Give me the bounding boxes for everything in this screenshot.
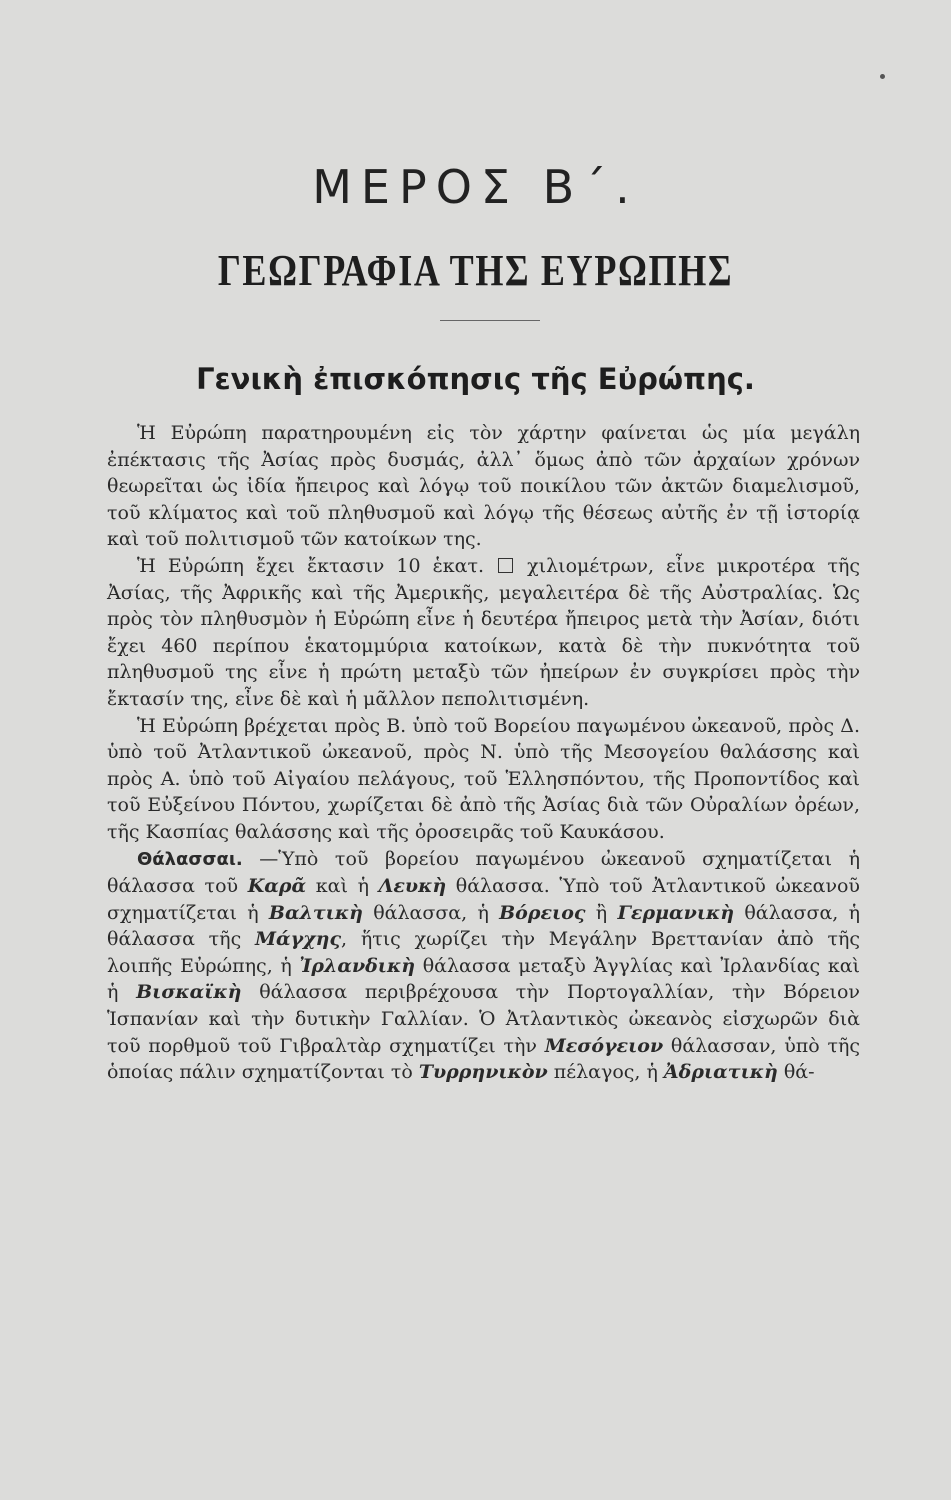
body-text [107,420,860,1086]
sea-name: Καρᾶ [247,875,307,898]
sea-name: Τυρρηνικὸν [418,1061,548,1084]
sea-name: Ἰρλανδικὴ [299,954,416,977]
seas-text: θάλασσα περιβρέχουσα τὴν Πορτογαλλίαν, τὴν Βόρειον Ἱσπανίαν καὶ τὴν δυτικὴν Γαλλίαν. Ὁ Ἀτλαντικὸς ὠκεανὸς εἰσχωρῶν διὰ τοῦ πορθμοῦ τοῦ Γιβραλτὰρ σχηματίζει τὴν [107,981,860,1057]
seas-text: θάλασσα, ἡ θάλασσα τῆς [107,901,860,951]
paragraph-area [107,553,860,713]
sea-name: Βαλτικὴ [268,901,363,924]
seas-text: θάλασσα, ἡ [362,901,500,924]
sea-name: Λευκὴ [378,875,447,898]
part-title: ΜΕΡΟΣ Β΄. [312,160,639,214]
section-heading: Γενικὴ ἐπισκόπησις τῆς Εὐρώπης. [196,362,755,396]
sea-name: Μεσόγειον [544,1034,664,1057]
main-heading: ΓΕΩΓΡΑΦΙΑ ΤΗΣ ΕΥΡΩΠΗΣ [217,246,734,295]
seas-text: θάλασσαν, ὑπὸ τῆς ὁποίας πάλιν σχηματίζονται τὸ [107,1034,860,1084]
square-symbol [498,558,513,573]
area-text-start: Ἡ Εὐρώπη ἔχει ἔκτασιν 10 ἑκατ. [137,554,485,577]
area-text-end: χιλιομέτρων, εἶνε μικροτέρα τῆς Ἀσίας, τῆς Ἀφρικῆς καὶ τῆς Ἀμερικῆς, μεγαλειτέρα δὲ τῆς Αὐστραλίας. Ὡς πρὸς τὸν πληθυσμὸν ἡ Εὐρώπη εἶνε ἡ δευτέρα ἤπειρος μετὰ τὴν Ἀσίαν, διότι ἔχει 460 περίπου ἑκατομμύρια κατοίκων, κατὰ δὲ τὴν πυκνότητα τοῦ πληθυσμοῦ της εἶνε ἡ πρώτη μεταξὺ τῶν ἠπείρων ἐν συγκρίσει πρὸς τὴν ἔκτασίν της, εἶνε δὲ καὶ ἡ μᾶλλον πεπολιτισμένη. [107,554,860,710]
seas-text: θάλασσα. Ὑπὸ τοῦ Ἀτλαντικοῦ ὠκεανοῦ σχηματίζεται ἡ [107,875,860,924]
sea-name: Γερμανικὴ [617,901,735,924]
seas-text: θά- [777,1061,815,1084]
heading-divider [440,320,540,321]
seas-text: θάλασσα μεταξὺ Ἀγγλίας καὶ Ἰρλανδίας καὶ ἡ [107,954,860,1004]
paragraph-intro: Ἡ Εὐρώπη παρατηρουμένη εἰς τὸν χάρτην φαίνεται ὡς μία μεγάλη ἐπέκτασις τῆς Ἀσίας πρὸς δυσμάς, ἀλλ᾽ ὅμως ἀπὸ τῶν ἀρχαίων χρόνων θεωρεῖται ὡς ἰδία ἤπειρος καὶ λόγῳ τοῦ ποικίλου τῶν ἀκτῶν διαμελισμοῦ, τοῦ κλίματος καὶ τοῦ πληθυσμοῦ καὶ λόγῳ τῆς θέσεως αὐτῆς ἐν τῇ ἱστορίᾳ καὶ τοῦ πολιτισμοῦ τῶν κατοίκων της. [107,422,860,551]
speck-mark [880,74,885,79]
sea-name: Βόρειος [499,901,586,924]
seas-text: —Ὑπὸ τοῦ βορείου παγωμένου ὠκεανοῦ σχηματίζεται ἡ θάλασσα τοῦ [107,847,860,898]
seas-text: ἢ [585,901,618,924]
sea-name: Μάγχης [254,928,342,951]
paragraph-seas [107,846,860,1086]
seas-text: καὶ ἡ [306,875,379,898]
sea-name: Βισκαϊκὴ [136,981,242,1004]
paragraph-borders: Ἡ Εὐρώπη βρέχεται πρὸς Β. ὑπὸ τοῦ Βορείου παγωμένου ὠκεανοῦ, πρὸς Δ. ὑπὸ τοῦ Ἀτλαντικοῦ ὠκεανοῦ, πρὸς Ν. ὑπὸ τῆς Μεσογείου θαλάσσης καὶ πρὸς Α. ὑπὸ τοῦ Αἰγαίου πελάγους, τοῦ Ἑλλησπόντου, τῆς Προποντίδος καὶ τοῦ Εὐξείνου Πόντου, χωρίζεται δὲ ἀπὸ τῆς Ἀσίας διὰ τῶν Οὐραλίων ὀρέων, τῆς Κασπίας θαλάσσης καὶ τῆς ὀροσειρᾶς τοῦ Καυκάσου. [107,714,860,843]
seas-text: , ἥτις χωρίζει τὴν Μεγάλην Βρεττανίαν ἀπὸ τῆς λοιπῆς Εὐρώπης, ἡ [107,928,860,977]
seas-text: πέλαγος, ἡ [547,1061,664,1084]
seas-lead: Θάλασσαι. [137,848,243,870]
sea-name: Ἀδριατικὴ [663,1061,778,1084]
